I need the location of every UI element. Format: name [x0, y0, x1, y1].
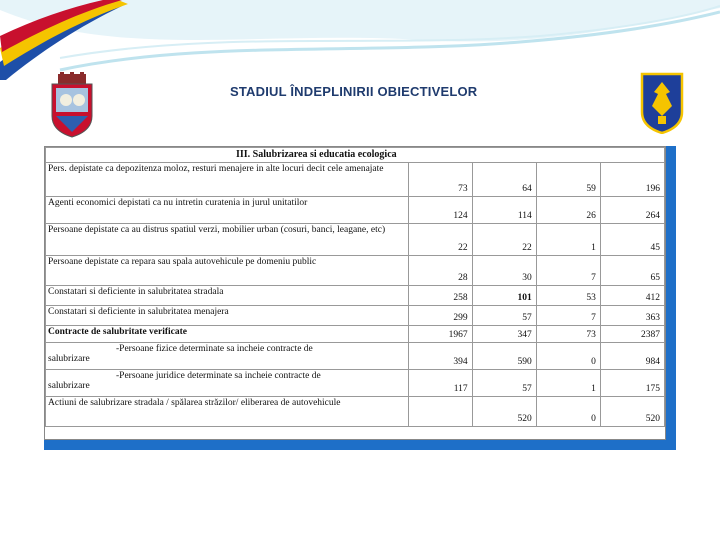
row-label: Pers. depistate ca depozitenza moloz, resturi menajere in alte locuri decit cele amenajate — [46, 163, 409, 197]
cell-value: 124 — [408, 197, 472, 224]
table-row — [46, 370, 665, 397]
row-label: Persoane depistate ca repara sau spala autovehicule pe domeniu public — [46, 256, 409, 286]
cell-value: 7 — [536, 306, 600, 326]
statistics-table — [45, 147, 665, 427]
table-heading-row — [46, 148, 665, 163]
cell-value: 520 — [600, 397, 664, 427]
cell-value: 175 — [600, 370, 664, 397]
cell-value: 22 — [408, 224, 472, 256]
row-label-line: -Persoane fizice determinate sa incheie contracte de — [116, 344, 313, 354]
row-label: Persoane depistate ca au distrus spatiul verzi, mobilier urban (cosuri, banci, leagane, etc) — [46, 224, 409, 256]
cell-value: 347 — [472, 326, 536, 343]
row-label — [46, 370, 409, 397]
cell-value: 101 — [472, 286, 536, 306]
cell-value: 1 — [536, 370, 600, 397]
table-row — [46, 306, 665, 326]
cell-value: 0 — [536, 397, 600, 427]
cell-value: 73 — [536, 326, 600, 343]
cell-value: 57 — [472, 306, 536, 326]
cell-value: 412 — [600, 286, 664, 306]
cell-value: 258 — [408, 286, 472, 306]
cell-value: 53 — [536, 286, 600, 306]
table-row — [46, 397, 665, 427]
row-label: Contracte de salubritate verificate — [46, 326, 409, 343]
institution-emblem-icon — [640, 72, 684, 134]
header-wave-decoration — [0, 0, 720, 80]
cell-value: 114 — [472, 197, 536, 224]
cell-value: 26 — [536, 197, 600, 224]
cell-value: 363 — [600, 306, 664, 326]
row-label: Actiuni de salubrizare stradala / spălarea străzilor/ eliberarea de autovehicule — [46, 397, 409, 427]
cell-value: 264 — [600, 197, 664, 224]
table-row — [46, 197, 665, 224]
table-row — [46, 224, 665, 256]
table-row — [46, 286, 665, 306]
row-label-line: salubrizare — [48, 354, 90, 364]
cell-value: 57 — [472, 370, 536, 397]
cell-value: 117 — [408, 370, 472, 397]
cell-value: 28 — [408, 256, 472, 286]
cell-value: 64 — [472, 163, 536, 197]
statistics-table-panel — [44, 146, 666, 440]
row-label: Agenti economici depistati ca nu intretin curatenia in jurul unitatilor — [46, 197, 409, 224]
cell-value: 2387 — [600, 326, 664, 343]
cell-value: 299 — [408, 306, 472, 326]
cell-value: 45 — [600, 224, 664, 256]
table-row — [46, 343, 665, 370]
cell-value: 520 — [472, 397, 536, 427]
cell-value: 1 — [536, 224, 600, 256]
cell-value: 984 — [600, 343, 664, 370]
row-label-line: salubrizare — [48, 381, 90, 391]
cell-value: 0 — [536, 343, 600, 370]
row-label-line: -Persoane juridice determinate sa incheie contracte de — [116, 371, 321, 381]
cell-value — [408, 397, 472, 427]
cell-value: 65 — [600, 256, 664, 286]
row-label: Constatari si deficiente in salubritatea stradala — [46, 286, 409, 306]
cell-value: 590 — [472, 343, 536, 370]
cell-value: 30 — [472, 256, 536, 286]
cell-value: 73 — [408, 163, 472, 197]
slide-title: STADIUL ÎNDEPLINIRII OBIECTIVELOR — [230, 84, 478, 99]
cell-value: 1967 — [408, 326, 472, 343]
row-label — [46, 343, 409, 370]
table-heading: III. Salubrizarea si educatia ecologica — [46, 148, 665, 163]
cell-value: 196 — [600, 163, 664, 197]
table-row — [46, 326, 665, 343]
row-label: Constatari si deficiente in salubritatea menajera — [46, 306, 409, 326]
cell-value: 394 — [408, 343, 472, 370]
table-row — [46, 163, 665, 197]
cell-value: 7 — [536, 256, 600, 286]
table-row — [46, 256, 665, 286]
city-coat-of-arms-icon — [50, 72, 94, 138]
cell-value: 59 — [536, 163, 600, 197]
cell-value: 22 — [472, 224, 536, 256]
